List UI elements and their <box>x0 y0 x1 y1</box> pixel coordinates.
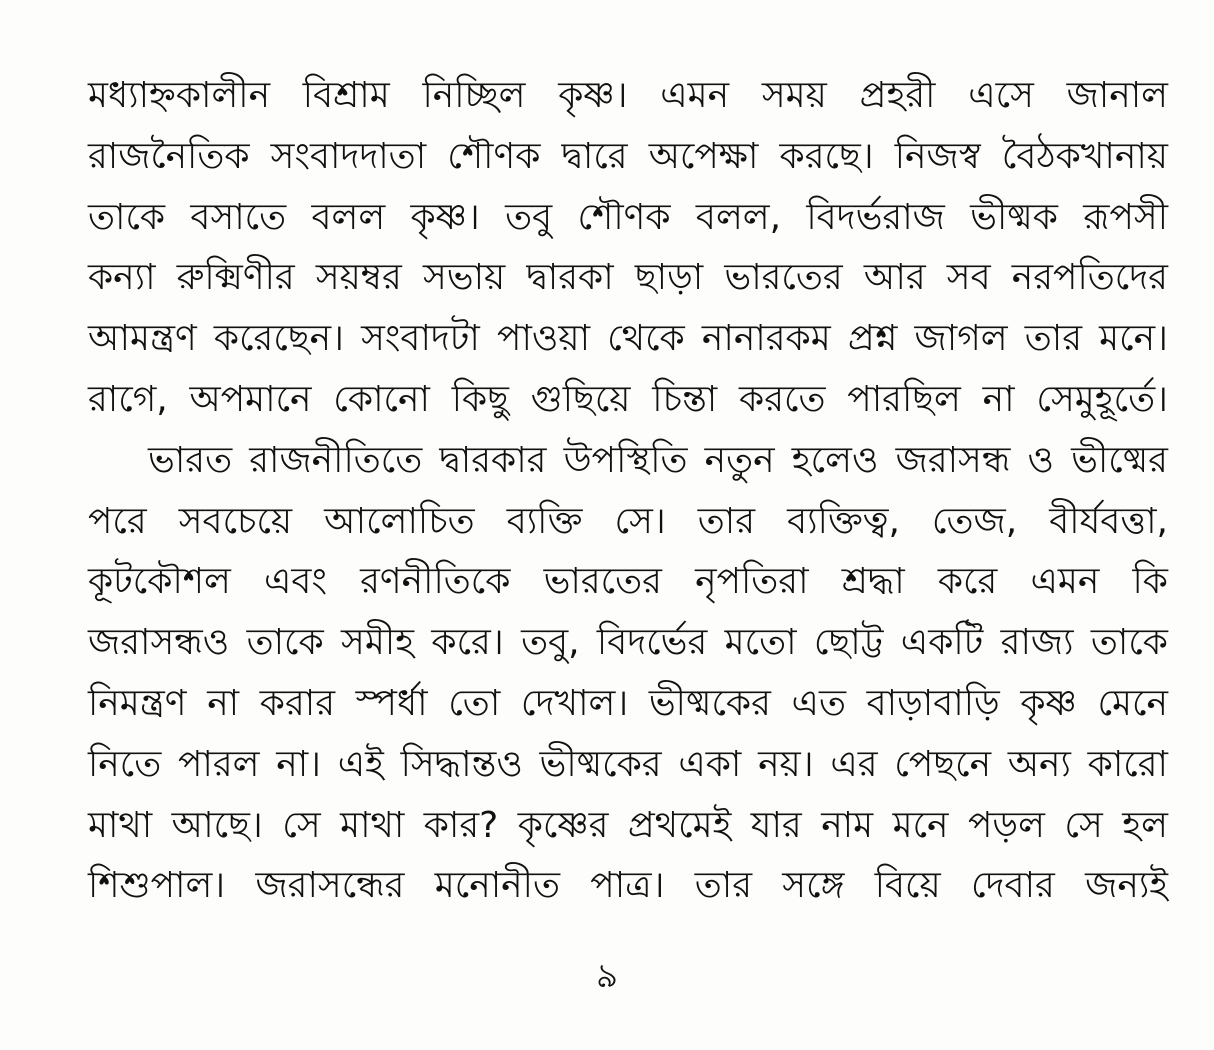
text-line: আমন্ত্রণ করেছেন। সংবাদটা পাওয়া থেকে নানারকম প্রশ্ন জাগল তার মনে। <box>88 318 1168 360</box>
text-line: মাথা আছে। সে মাথা কার? কৃষ্ণের প্রথমেই যার নাম মনে পড়ল সে হল <box>88 804 1168 846</box>
text-line: তাকে বসাতে বলল কৃষ্ণ। তবু শৌণক বলল, বিদর্ভরাজ ভীষ্মক রূপসী <box>88 196 1168 238</box>
text-line: পরে সবচেয়ে আলোচিত ব্যক্তি সে। তার ব্যক্তিত্ব, তেজ, বীর্যবত্তা, <box>88 500 1168 542</box>
text-line: নিমন্ত্রণ না করার স্পর্ধা তো দেখাল। ভীষ্মকের এত বাড়াবাড়ি কৃষ্ণ মেনে <box>88 682 1168 724</box>
paragraph-start-line: ভারত রাজনীতিতে দ্বারকার উপস্থিতি নতুন হলেও জরাসন্ধ ও ভীষ্মের <box>148 439 1168 481</box>
body-text <box>88 66 1168 917</box>
text-line: রাগে, অপমানে কোনো কিছু গুছিয়ে চিন্তা করতে পারছিল না সেমুহূর্তে। <box>88 378 1168 420</box>
text-line: কন্যা রুক্মিণীর সয়ম্বর সভায় দ্বারকা ছাড়া ভারতের আর সব নরপতিদের <box>88 257 1168 299</box>
text-line: রাজনৈতিক সংবাদদাতা শৌণক দ্বারে অপেক্ষা করছে। নিজস্ব বৈঠকখানায় <box>88 135 1168 177</box>
text-line: মধ্যাহ্নকালীন বিশ্রাম নিচ্ছিল কৃষ্ণ। এমন সময় প্রহরী এসে জানাল <box>88 75 1168 116</box>
page-number: ৯ <box>595 956 619 996</box>
text-line: জরাসন্ধও তাকে সমীহ করে। তবু, বিদর্ভের মতো ছোট্ট একটি রাজ্য তাকে <box>88 622 1168 664</box>
text-line: নিতে পারল না। এই সিদ্ধান্তও ভীষ্মকের একা নয়। এর পেছনে অন্য কারো <box>88 743 1168 785</box>
text-line: কূটকৌশল এবং রণনীতিকে ভারতের নৃপতিরা শ্রদ্ধা করে এমন কি <box>88 561 1168 603</box>
text-line: শিশুপাল। জরাসন্ধের মনোনীত পাত্র। তার সঙ্গে বিয়ে দেবার জন্যই <box>88 865 1168 907</box>
